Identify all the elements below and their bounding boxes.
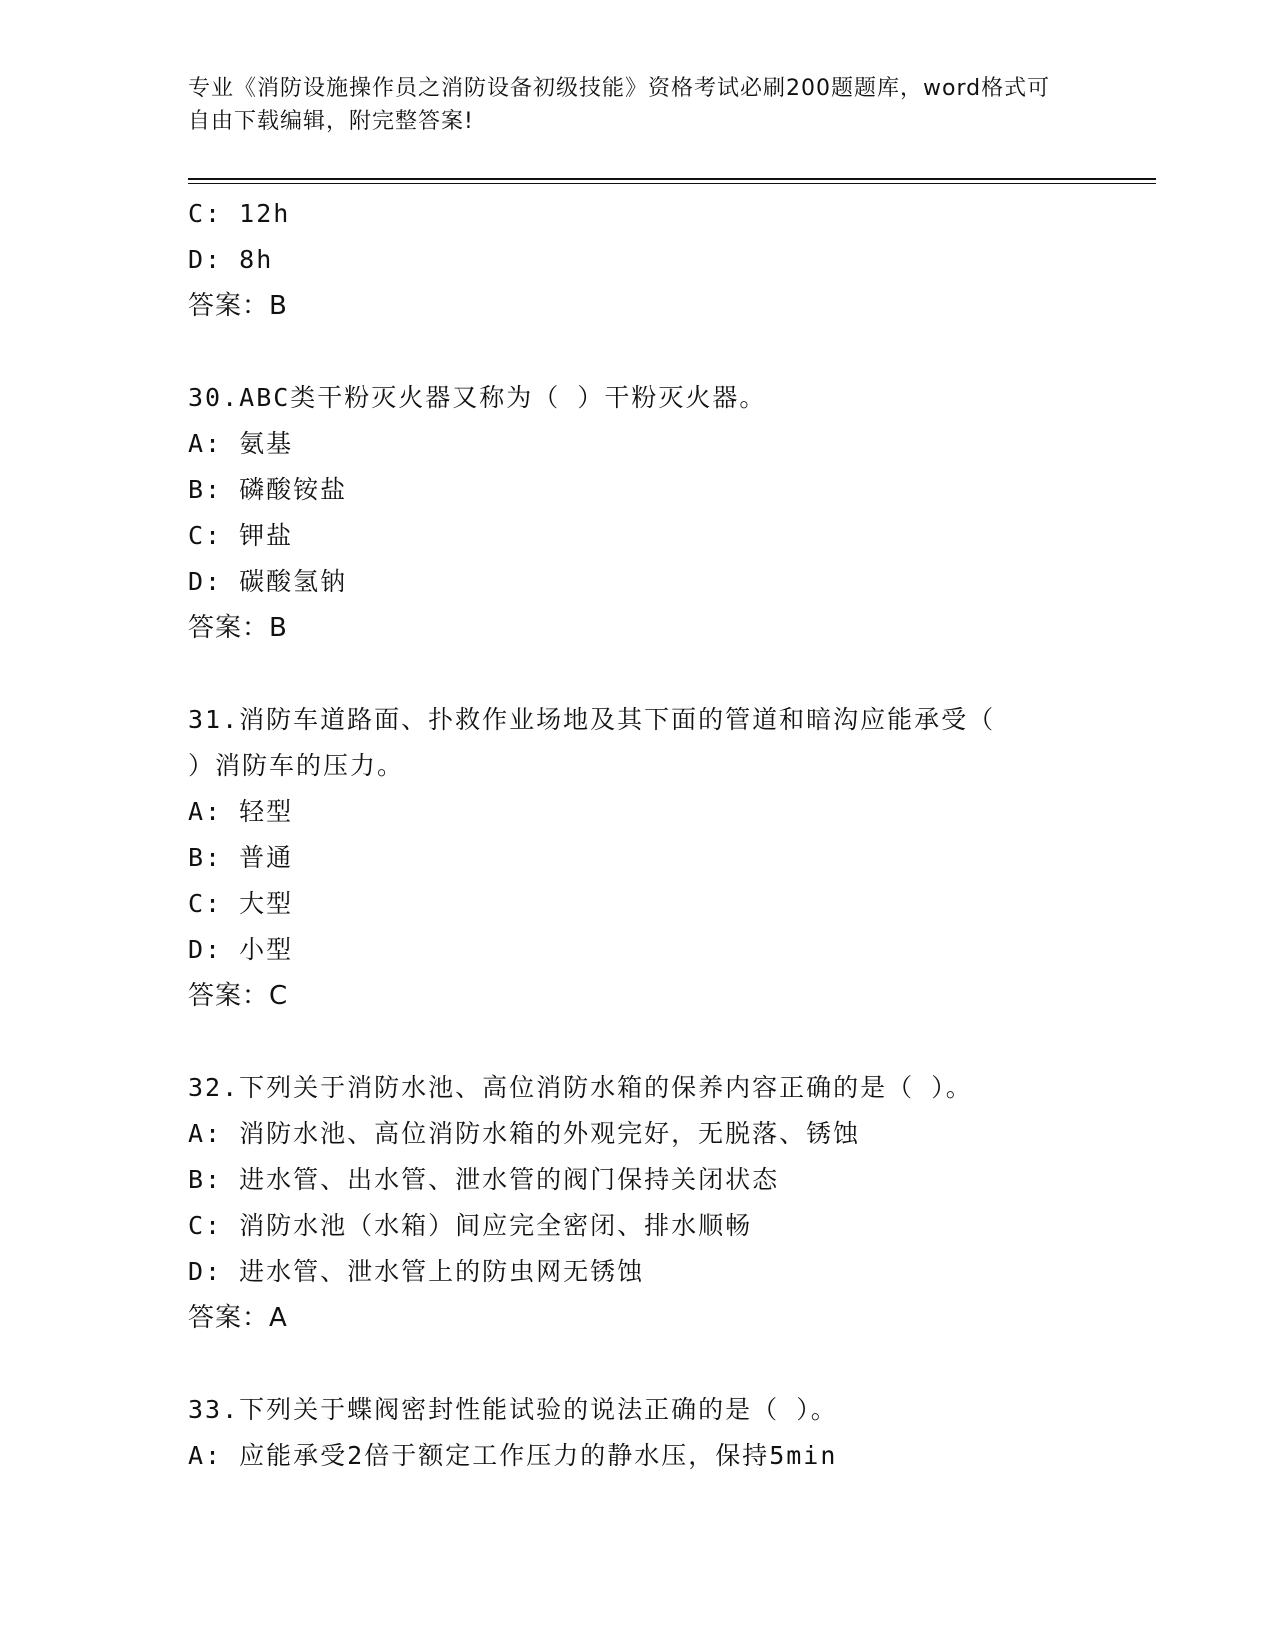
question-32 — [188, 1065, 1068, 1341]
option-c: C: 12h — [188, 199, 291, 228]
option-b: B: 进水管、出水管、泄水管的阀门保持关闭状态 — [188, 1165, 780, 1194]
option-c: C: 大型 — [188, 889, 294, 918]
partial-question — [188, 191, 1068, 329]
option-b: B: 普通 — [188, 843, 294, 872]
spacer — [188, 329, 1068, 375]
spacer — [188, 1341, 1068, 1387]
question-stem: 32.下列关于消防水池、高位消防水箱的保养内容正确的是（ ）。 — [188, 1073, 973, 1102]
header-divider-thick — [188, 178, 1156, 180]
option-a: A: 应能承受2倍于额定工作压力的静水压，保持5min — [188, 1441, 838, 1470]
document-header — [188, 72, 1068, 138]
question-33 — [188, 1387, 1068, 1479]
answer: 答案：A — [188, 1303, 288, 1333]
spacer — [188, 1019, 1068, 1065]
option-a: A: 轻型 — [188, 797, 294, 826]
option-d: D: 碳酸氢钠 — [188, 567, 348, 596]
question-stem-continued: ）消防车的压力。 — [188, 751, 405, 780]
option-a: A: 消防水池、高位消防水箱的外观完好，无脱落、锈蚀 — [188, 1119, 861, 1148]
option-d: D: 进水管、泄水管上的防虫网无锈蚀 — [188, 1257, 645, 1286]
answer: 答案：B — [188, 613, 288, 643]
question-list — [188, 191, 1068, 1479]
answer: 答案：C — [188, 981, 289, 1011]
question-stem: 30.ABC类干粉灭火器又称为（ ）干粉灭火器。 — [188, 383, 767, 412]
question-stem: 31.消防车道路面、扑救作业场地及其下面的管道和暗沟应能承受（ — [188, 705, 996, 734]
document-title: 专业《消防设施操作员之消防设备初级技能》资格考试必刷200题题库，word格式可自由下载编辑，附完整答案! — [188, 76, 1051, 134]
question-30 — [188, 375, 1068, 651]
option-c: C: 钾盐 — [188, 521, 294, 550]
option-b: B: 磷酸铵盐 — [188, 475, 348, 504]
question-stem: 33.下列关于蝶阀密封性能试验的说法正确的是（ ）。 — [188, 1395, 838, 1424]
option-a: A: 氨基 — [188, 429, 294, 458]
answer: 答案：B — [188, 291, 288, 321]
option-c: C: 消防水池（水箱）间应完全密闭、排水顺畅 — [188, 1211, 753, 1240]
option-d: D: 8h — [188, 245, 274, 274]
spacer — [188, 651, 1068, 697]
question-31 — [188, 697, 1068, 1019]
header-divider-thin — [188, 183, 1156, 184]
option-d: D: 小型 — [188, 935, 294, 964]
